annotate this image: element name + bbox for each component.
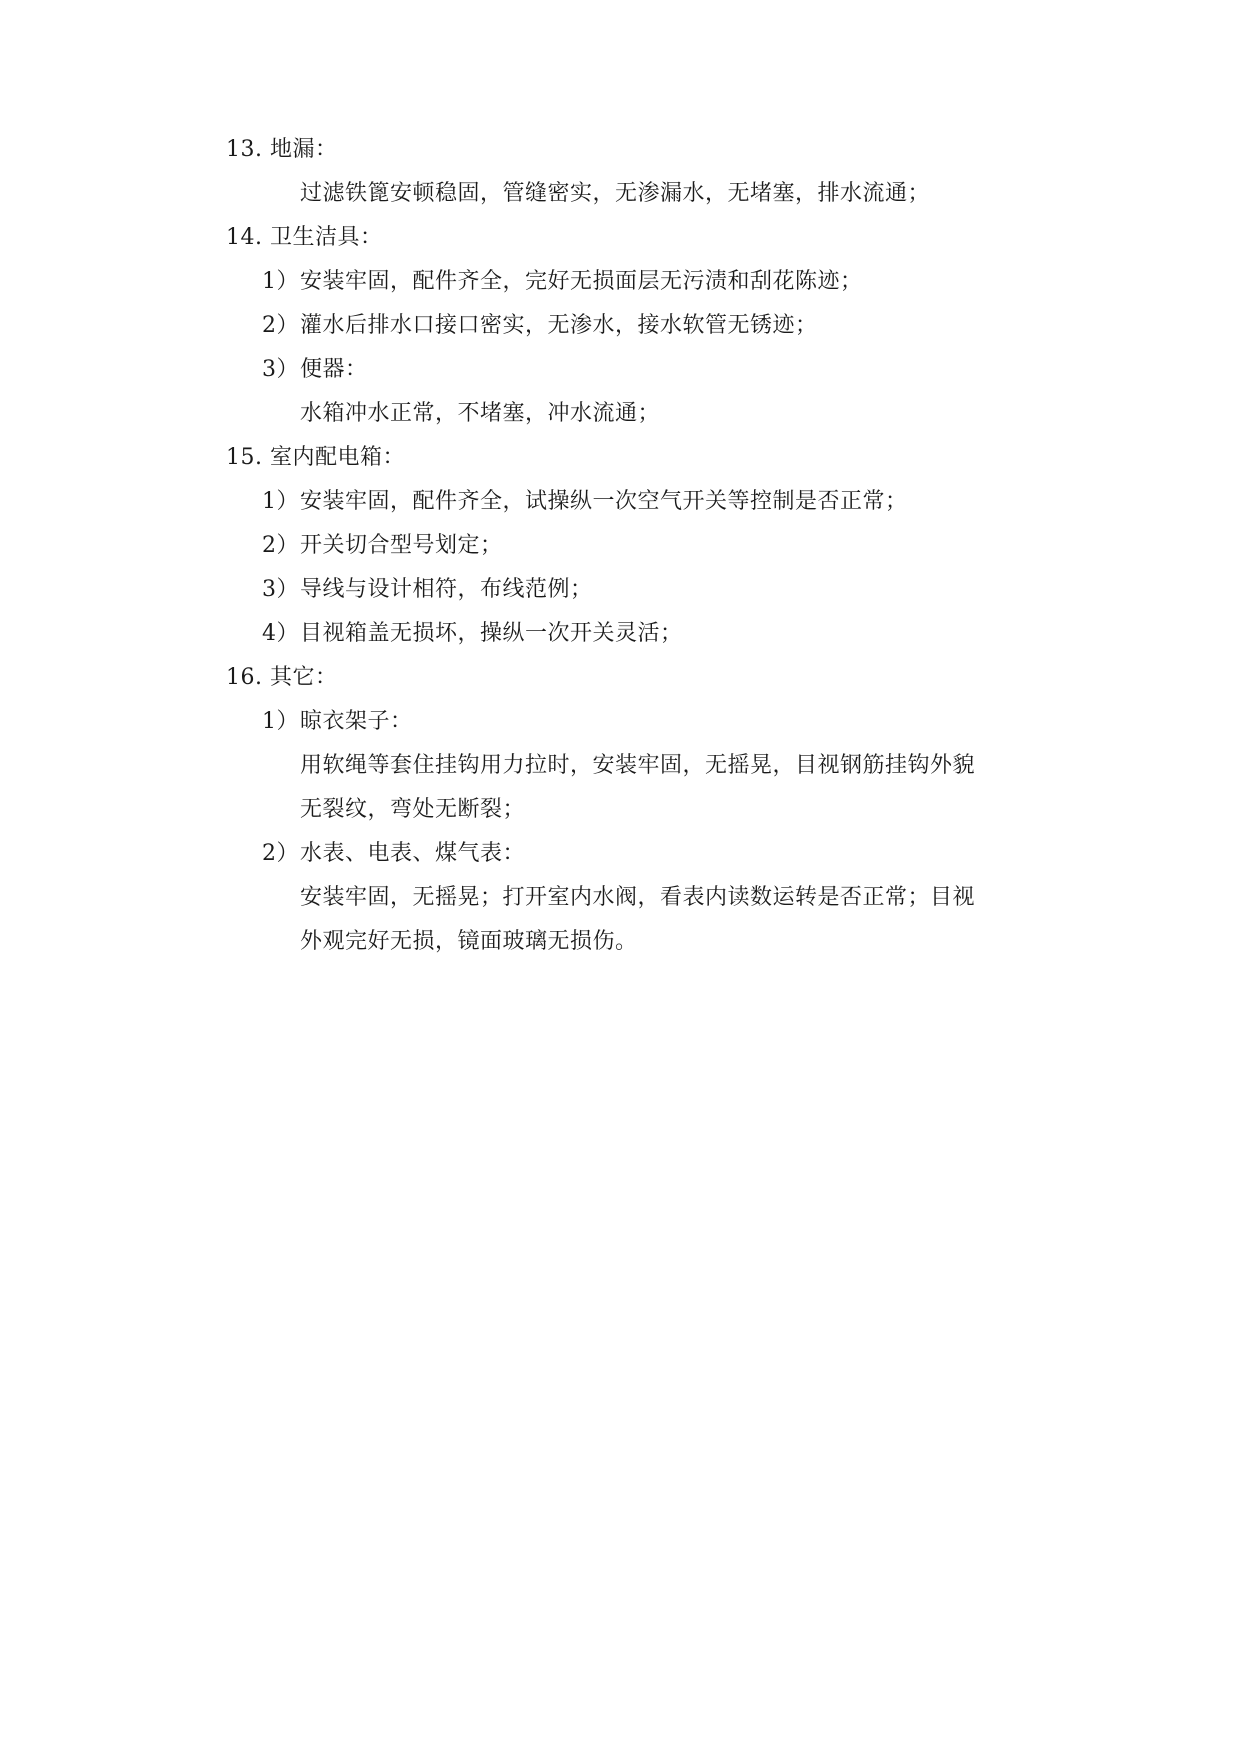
section-14-item-3-detail: 水箱冲水正常，不堵塞，冲水流通； [300, 401, 661, 426]
section-16-item-2-detail-line-2: 外观完好无损，镜面玻璃无损伤。 [300, 929, 638, 954]
section-15-item-4-number: 4） [262, 621, 299, 646]
section-14-item-3-text: 便器： [300, 357, 368, 382]
section-14-item-3-number: 3） [262, 357, 299, 382]
section-14-item-1-text: 安装牢固，配件齐全，完好无损面层无污渍和刮花陈迹； [300, 269, 863, 294]
section-15-item-4-text: 目视箱盖无损坏，操纵一次开关灵活； [300, 621, 683, 646]
section-16-item-1-text: 晾衣架子： [300, 709, 413, 734]
section-13-body: 过滤铁篦安顿稳固，管缝密实，无渗漏水，无堵塞，排水流通； [300, 181, 931, 206]
section-14-item-2-number: 2） [262, 313, 299, 338]
section-14-heading: 14. 卫生洁具： [226, 225, 383, 250]
section-16-item-1-detail-line-1: 用软绳等套住挂钩用力拉时，安装牢固，无摇晃，目视钢筋挂钩外貌 [300, 753, 976, 778]
section-16-item-1-number: 1） [262, 709, 299, 734]
section-16-item-2-text: 水表、电表、煤气表： [300, 841, 526, 866]
section-16-heading: 16. 其它： [226, 665, 338, 690]
section-14-item-2-text: 灌水后排水口接口密实，无渗水，接水软管无锈迹； [300, 313, 818, 338]
section-15-item-2-number: 2） [262, 533, 299, 558]
section-15-item-2-text: 开关切合型号划定； [300, 533, 503, 558]
section-14-item-1-number: 1） [262, 269, 299, 294]
section-15-heading: 15. 室内配电箱： [226, 445, 405, 470]
section-15-item-1-text: 安装牢固，配件齐全，试操纵一次空气开关等控制是否正常； [300, 489, 908, 514]
section-16-item-1-detail-line-2: 无裂纹，弯处无断裂； [300, 797, 526, 822]
section-15-item-3-text: 导线与设计相符，布线范例； [300, 577, 593, 602]
section-15-item-3-number: 3） [262, 577, 299, 602]
section-13-heading: 13. 地漏： [226, 137, 338, 162]
section-16-item-2-detail-line-1: 安装牢固，无摇晃；打开室内水阀，看表内读数运转是否正常；目视 [300, 885, 976, 910]
section-15-item-1-number: 1） [262, 489, 299, 514]
section-16-item-2-number: 2） [262, 841, 299, 866]
